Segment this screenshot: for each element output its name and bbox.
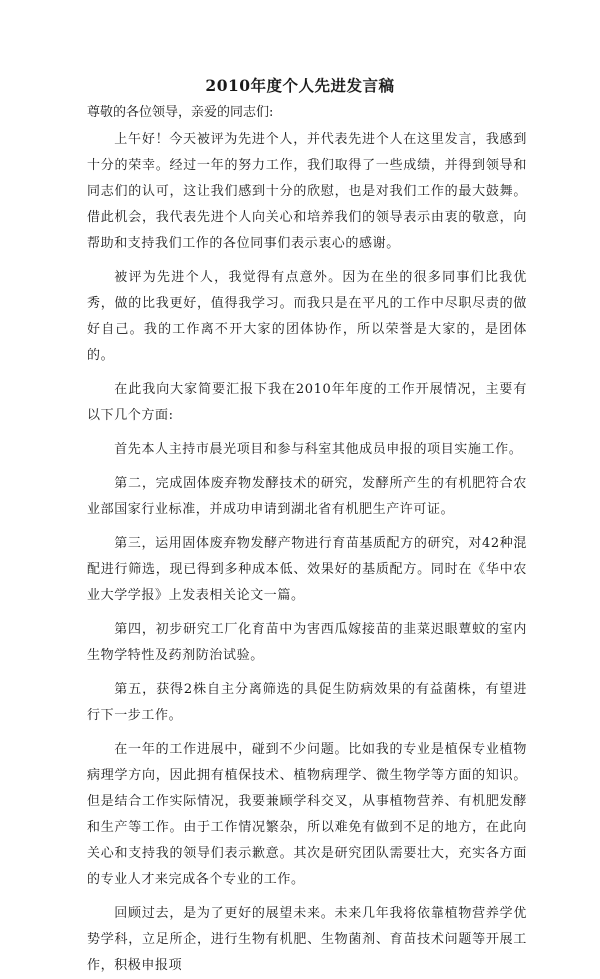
- document-title: 2010年度个人先进发言稿: [205, 76, 395, 95]
- document-body: [87, 127, 527, 979]
- paragraph: 第三，运用固体废弃物发酵产物进行育苗基质配方的研究，对42种混配进行筛选，现已得到多种成本低、效果好的基质配方。同时在《华中农业大学学报》上发表相关论文一篇。: [87, 536, 527, 603]
- paragraph: 被评为先进个人，我觉得有点意外。因为在坐的很多同事们比我优秀，做的比我更好，值得我学习。而我只是在平凡的工作中尽职尽责的做好自己。我的工作离不开大家的团体协作，所以荣誉是大家的，是团体的。: [87, 270, 527, 363]
- paragraph: 第五，获得2株自主分离筛选的具促生防病效果的有益菌株，有望进行下一步工作。: [87, 682, 527, 723]
- paragraph: 第二，完成固体废弃物发酵技术的研究，发酵所产生的有机肥符合农业部国家行业标准，并成功申请到湖北省有机肥生产许可证。: [87, 476, 527, 517]
- paragraph: 首先本人主持市晨光项目和参与科室其他成员申报的项目实施工作。: [114, 442, 523, 457]
- paragraph: 第四，初步研究工厂化育苗中为害西瓜嫁接苗的韭菜迟眼蕈蚊的室内生物学特性及药剂防治试验。: [87, 622, 527, 663]
- salutation: 尊敬的各位领导，亲爱的同志们:: [87, 105, 274, 120]
- paragraph: 上午好！今天被评为先进个人，并代表先进个人在这里发言，我感到十分的荣幸。经过一年的努力工作，我们取得了一些成绩，并得到领导和同志们的认可，这让我们感到十分的欣慰，也是对我们工作的最大鼓舞。借此机会，我代表先进个人向关心和培养我们的领导表示由衷的敬意，向帮助和支持我们工作的各位同事们表示衷心的感谢。: [87, 132, 527, 251]
- paragraph: 回顾过去，是为了更好的展望未来。未来几年我将依靠植物营养学优势学科，立足所企，进行生物有机肥、生物菌剂、育苗技术问题等开展工作，积极申报项: [87, 906, 527, 973]
- paragraph: 在一年的工作进展中，碰到不少问题。比如我的专业是植保专业植物病理学方向，因此拥有植保技术、植物病理学、微生物学等方面的知识。但是结合工作实际情况，我要兼顾学科交叉，从事植物营养、有机肥发酵和生产等工作。由于工作情况繁杂，所以难免有做到不足的地方，在此向关心和支持我的领导们表示歉意。其次是研究团队需要壮大，充实各方面的专业人才来完成各个专业的工作。: [87, 742, 527, 887]
- paragraph: 在此我向大家简要汇报下我在2010年年度的工作开展情况，主要有以下几个方面:: [87, 382, 527, 423]
